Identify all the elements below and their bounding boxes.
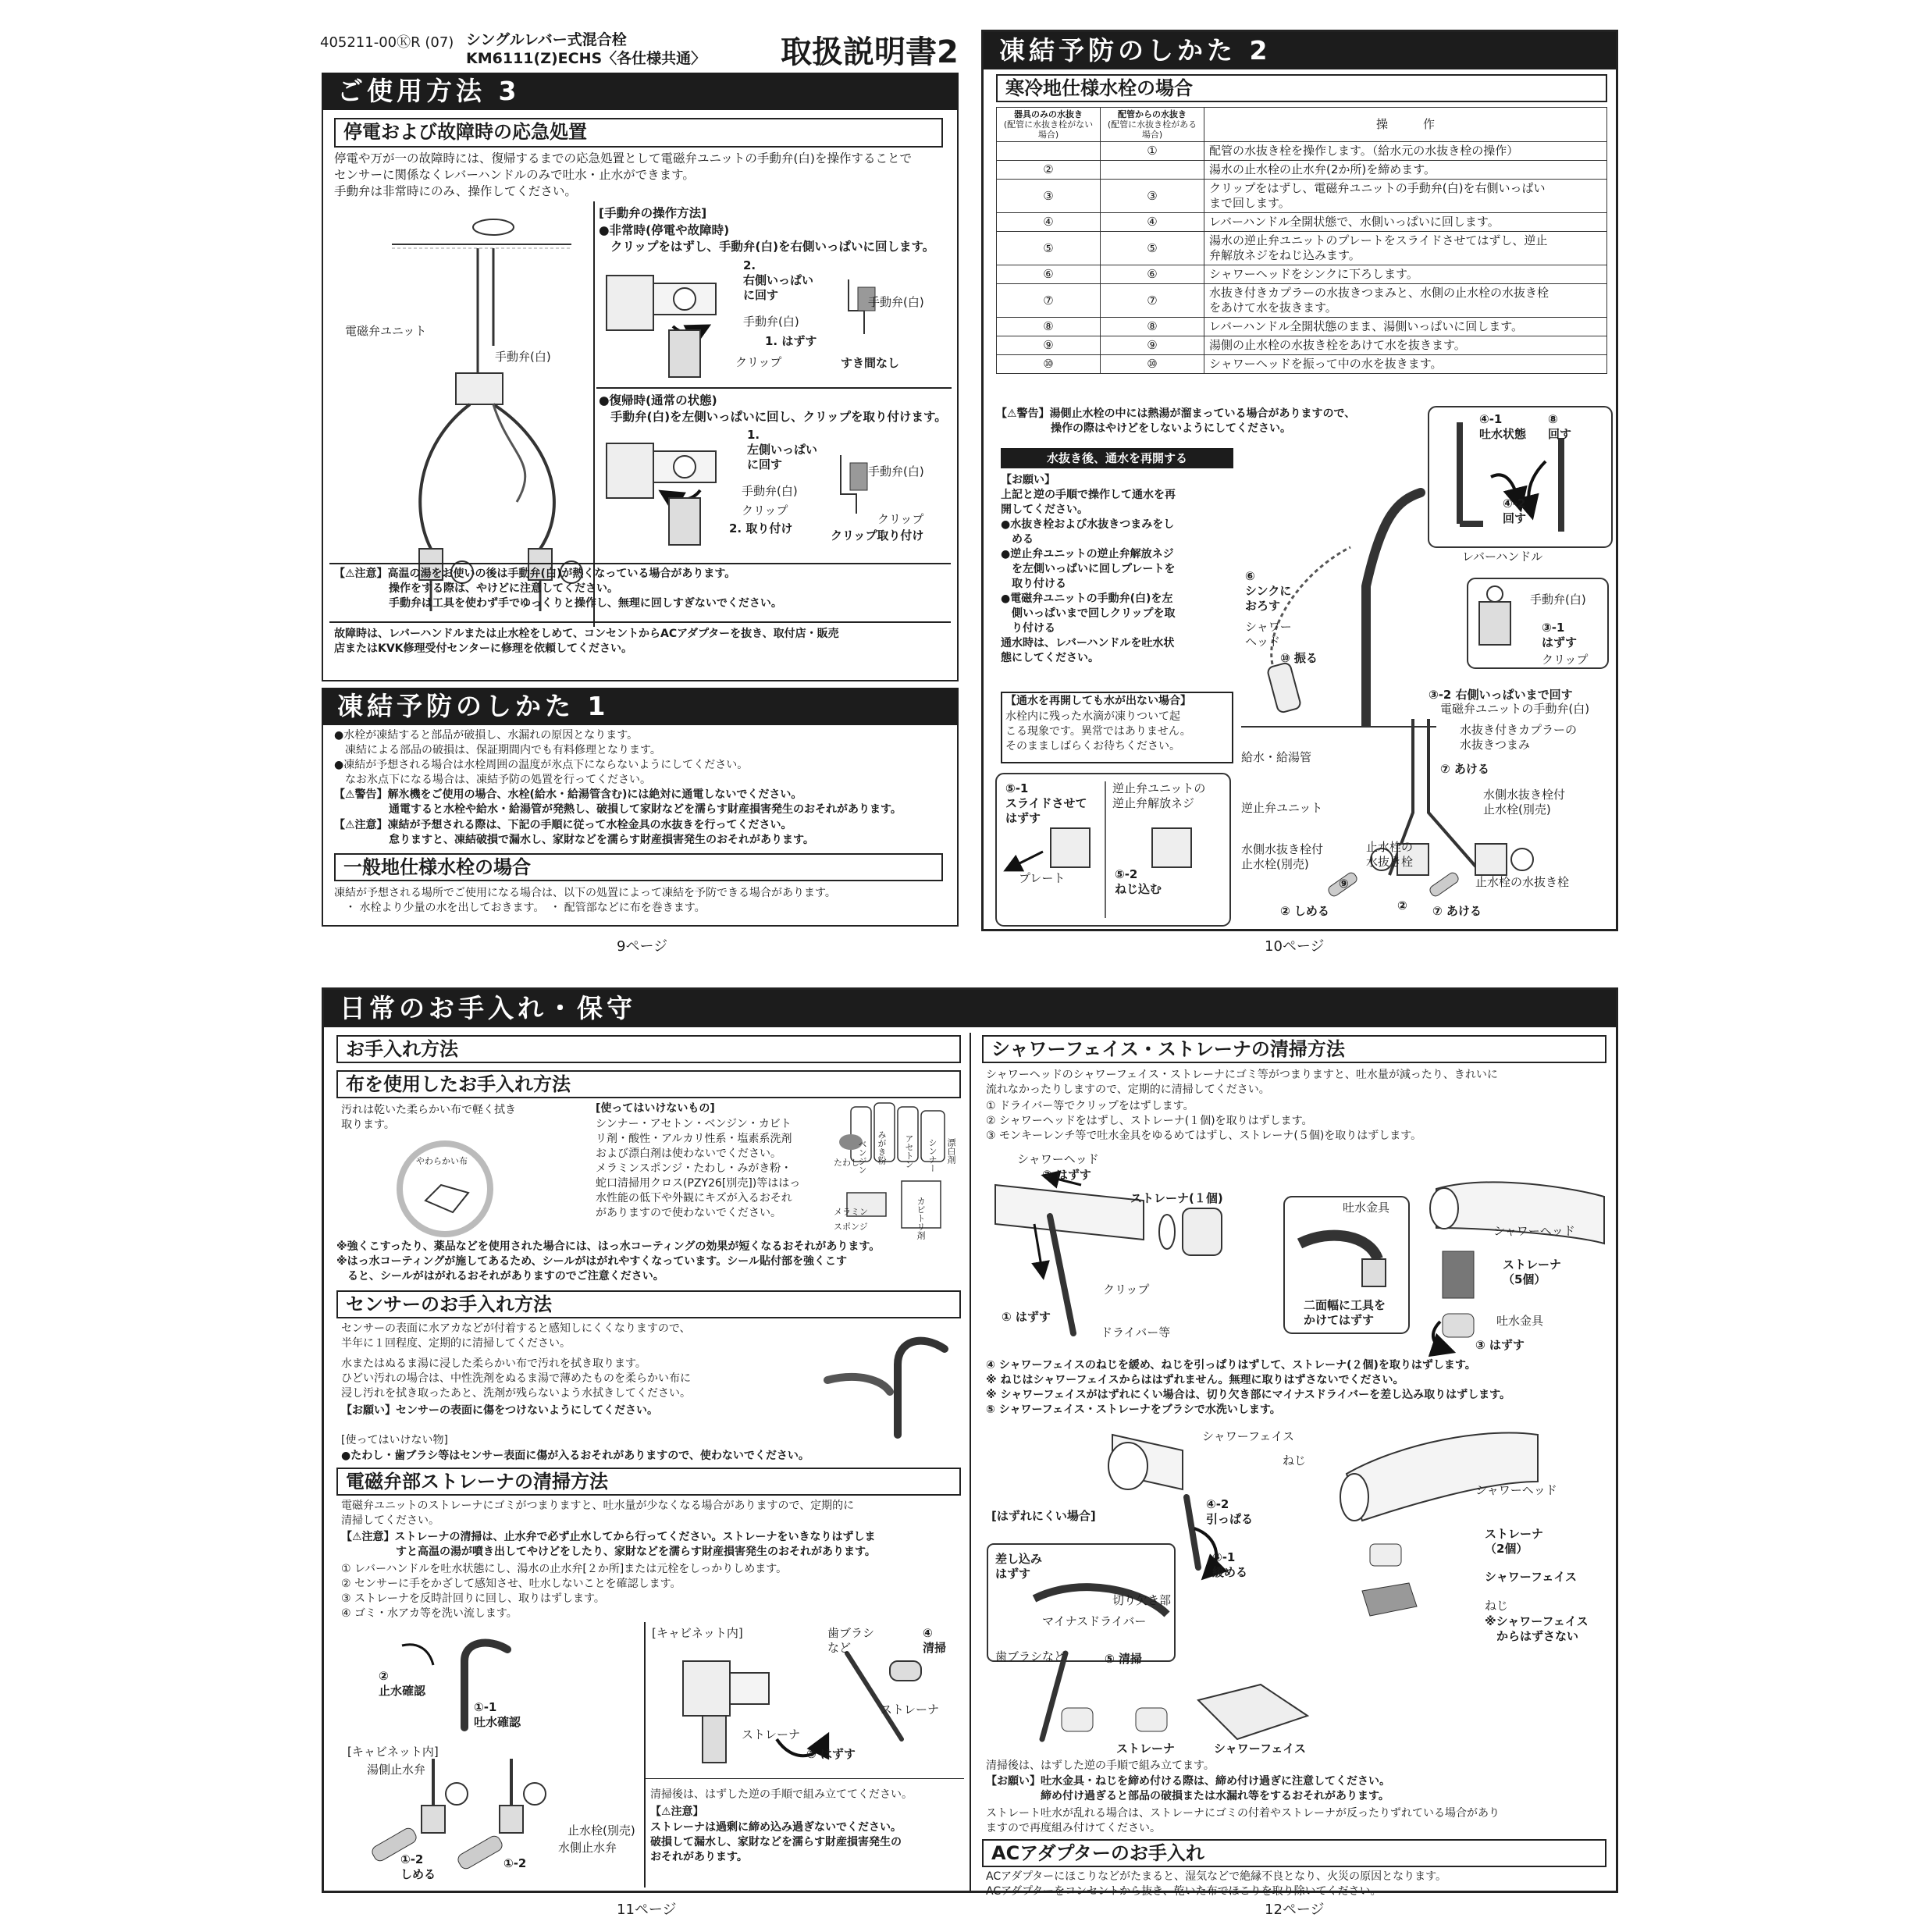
lbl-clip-p12: クリップ: [1103, 1283, 1150, 1297]
page-9: [322, 73, 959, 931]
chem-polish: みがき粉: [877, 1130, 887, 1165]
lbl-screw: ねじ: [1283, 1453, 1307, 1468]
ac-text: ACアダプターにほこりなどがたまると、湿気などで絶縁不良となり、火災の原因となります。 ACアダプターをコンセントから抜き、乾いた布でほこりを取り除いてください。: [986, 1870, 1447, 1898]
sensor-text-2: 水またはぬるま湯に浸した柔らかい布で汚れを拭き取ります。 ひどい汚れの場合は、中性洗剤をぬるま湯で薄めたものを柔らかい布に 浸し汚れを拭き取ったあと、洗剤が残らないよう水拭きしてください。: [341, 1357, 691, 1400]
lbl-8: ⑧ 回す: [1548, 412, 1572, 441]
strainer-steps: ① レバーハンドルを吐水状態にし、湯水の止水弁[２か所]または元栓をしっかりしめます。 ② センサーに手をかざして感知させ、吐水しないことを確認します。 ③ ストレーナを反時計回りに回し、取りはずします。 ④ ゴミ・水アカ等を洗い流します。: [341, 1563, 788, 1620]
sec-cloth-title: 布を使用したお手入れ方法: [336, 1070, 961, 1098]
freeze-banner-2: 凍結予防のしかた 2: [984, 32, 1616, 69]
product-name: シングルレバー式混合栓: [466, 31, 627, 48]
lbl-showerhead-a: シャワーヘッド: [1017, 1152, 1099, 1166]
lbl-face-b: シャワーフェイス: [1485, 1570, 1578, 1584]
lbl-cabinet-2: [キャビネット内]: [652, 1626, 743, 1640]
rc-clip-attach: クリップ取り付け: [831, 528, 924, 543]
lbl-face-c: シャワーフェイス: [1214, 1742, 1307, 1756]
lbl-check-screw: 逆止弁ユニットの 逆止弁解放ネジ: [1112, 781, 1206, 810]
general-text: 凍結が予想される場所でご使用になる場合は、以下の処置によって凍結を予防できる場合があります。 ・ 水栓より少量の水を出しておきます。 ・ 配管部などに布を巻きます。: [334, 887, 836, 914]
lbl-1-remove: ① はずす: [1002, 1310, 1051, 1324]
lbl-9: ⑨: [1339, 877, 1349, 891]
failure-text: 故障時は、レバーハンドルまたは止水栓をしめて、コンセントからACアダプターを抜き、取付店・販売 店またはKVK修理受付センターに修理を依頼してください。: [334, 628, 839, 655]
emergency-text: クリップをはずし、手動弁(白)を右側いっぱいに回します。: [610, 240, 935, 254]
lbl-4-clean: ④ 清掃: [923, 1626, 947, 1655]
emergency-valve-diagram: [599, 260, 755, 377]
lbl-stopcock: 止水栓(別売): [568, 1823, 635, 1838]
freeze-warning: 【⚠警告】解氷機をご使用の場合、水栓(給水・給湯管含む)には絶対に通電しないでください。 通電すると水栓や給水・給湯管が発熱し、破損して家財などを濡らす財産損害発生のおそれがあります。: [334, 788, 902, 816]
em-step2: 2. 右側いっぱい に回す: [743, 258, 814, 302]
resume-text: 【お願い】 上記と逆の手順で操作して通水を再 開してください。 ●水抜き栓および水抜きつまみをし める ●逆止弁ユニットの逆止弁解放ネジ を左側いっぱいに回しプレートを 取り付ける ●電磁弁ユニットの手動弁(白)を左 側いっぱいまで回しクリップを取 り付ける 通水時は、レバーハンドルを吐水状 態にしてください。: [1001, 474, 1176, 664]
drain-ops-table: [996, 107, 1607, 374]
table-row: ② 湯水の止水栓の止水弁(2か所)を締めます。: [997, 161, 1607, 180]
lbl-screw-b: ねじ: [1485, 1599, 1509, 1613]
lbl-showerhead-c: シャワーヘッド: [1475, 1483, 1557, 1497]
dont2-title: [使ってはいけない物]: [341, 1434, 448, 1446]
nowater-text: 水栓内に残った水滴が凍りついて起 こる現象です。異常ではありません。 そのまましばらくお待ちください。: [1005, 710, 1191, 753]
resume-bar: 水抜き後、通水を再開する: [1001, 448, 1233, 468]
strainer-caution: 【⚠注意】ストレーナの清掃は、止水弁で必ず止水してから行ってください。ストレーナをいきなりはずしま すと高温の湯が噴き出してやけどをしたり、家財などを濡らす財産損害発生のおそれがあります。: [341, 1531, 876, 1558]
doc-title: 取扱説明書2: [781, 34, 959, 70]
table-row: ⑧ ⑧ レバーハンドル全開状態のまま、湯側いっぱいに回します。: [997, 318, 1607, 336]
lbl-driver: ドライバー等: [1101, 1325, 1171, 1340]
cloth-text: 汚れは乾いた柔らかい布で軽く拭き 取ります。: [341, 1104, 516, 1131]
dont2-text: ●たわし・歯ブラシ等はセンサー表面に傷が入るおそれがありますので、使わないでください。: [341, 1450, 809, 1462]
product-model: KM6111(Z)ECHS〈各仕様共通〉: [466, 50, 706, 67]
sensor-request: 【お願い】センサーの表面に傷をつけないようにしてください。: [341, 1404, 658, 1417]
coating-notes: ※強くこすったり、薬品などを使用された場合には、はっ水コーティングの効果が短くなるおそれがあります。 ※はっ水コーティングが施してあるため、シールがはがれやすくなっています。シール貼付部を強くこす ると、シールがはがれるおそれがありますのでご注意ください。: [336, 1240, 881, 1283]
face-straight: ストレート吐水が乱れる場合は、ストレーナにゴミの付着やストレーナが反ったりずれている場合があり ますので再度組み付けてください。: [986, 1807, 1500, 1834]
lbl-stop-confirm: ② 止水確認: [379, 1669, 426, 1698]
lbl-3-2: ③-2 右側いっぱいまで回す: [1429, 688, 1573, 702]
strainer-text: 電磁弁ユニットのストレーナにゴミがつまりますと、吐水量が少なくなる場合がありますので、定期的に 清掃してください。: [341, 1500, 855, 1527]
table-header-row: [997, 108, 1607, 142]
lbl-strainer-a: ストレーナ: [881, 1703, 940, 1717]
hline-emergency: [596, 387, 952, 389]
lbl-4-1-loosen: ④-1 緩める: [1212, 1550, 1248, 1579]
after-text: 清掃後は、はずした逆の手順で組み立ててください。: [650, 1788, 913, 1801]
lbl-hard-case: [はずれにくい場合]: [991, 1509, 1096, 1523]
pages-11-12: [322, 987, 1618, 1898]
lbl-hot-stop: 湯側止水弁: [367, 1763, 426, 1777]
lbl-cabinet-1: [キャビネット内]: [347, 1745, 439, 1759]
lbl-showerhead-b: シャワーヘッド: [1493, 1224, 1575, 1238]
table-row: ③ ③ クリップをはずし、電磁弁ユニットの手動弁(白)を右側いっぱい まで回します。: [997, 180, 1607, 213]
sec-sensor-title: センサーのお手入れ方法: [336, 1290, 961, 1318]
chem-thinner: シンナー: [927, 1138, 938, 1172]
em-gap-diagram: [841, 279, 888, 342]
lbl-2-close: ② しめる: [1280, 904, 1329, 918]
face-steps-2: ④ シャワーフェイスのねじを緩め、ねじを引っぱりはずして、ストレーナ(２個)を取りはずします。 ※ ねじはシャワーフェイスからははずれません。無理に取りはずさないでください。 ※ シャワーフェイスがはずれにくい場合は、切り欠き部にマイナスドライバーを差し込み取りはずします。 ⑤ シャワーフェイス・ストレーナをブラシで水洗いします。: [986, 1359, 1511, 1416]
sec-emergency-title: 停電および故障時の応急処置: [334, 118, 943, 148]
face-parts-diagram: [1331, 1411, 1550, 1622]
table-row: ⑤ ⑤ 湯水の逆止弁ユニットのプレートをスライドさせてはずし、逆止 弁解放ネジをねじ込みます。: [997, 232, 1607, 265]
lbl-water-stop: 水側止水弁: [558, 1841, 617, 1855]
em-valve2-label: 手動弁(白): [868, 295, 924, 309]
lbl-strainer-5: ストレーナ （5個）: [1503, 1258, 1562, 1286]
lbl-spout: 吐水金具: [1343, 1201, 1390, 1215]
lbl-5-2: ⑤-2 ねじ込む: [1115, 867, 1162, 896]
em-valve-label: 手動弁(白): [743, 315, 799, 329]
lbl-stop-drain: 止水栓の 水抜き栓: [1366, 840, 1414, 869]
lbl-1-2: ①-2: [503, 1856, 527, 1870]
page-split: [970, 1033, 971, 1891]
freeze-intro: ●水栓が凍結すると部品が破損し、水漏れの原因となります。 凍結による部品の破損は、保証期間内でも有料修理となります。 ●凍結が予想される場合は水栓周囲の温度が氷点下にならないようにしてください。 なお氷点下になる場合は、凍結予防の処置を行ってください。: [334, 729, 749, 786]
rc-clip2-label: クリップ: [877, 512, 924, 526]
lbl-strainer-3: ストレーナ: [1116, 1742, 1176, 1756]
soft-cloth-label: やわらかい布: [416, 1156, 468, 1166]
lbl-7a: ⑦ あける: [1440, 762, 1489, 776]
rc-valve2-label: 手動弁(白): [868, 464, 924, 479]
lbl-plate: プレート: [1019, 871, 1066, 885]
after-caution: ストレーナは過剰に締め込み過ぎないでください。 破損して漏水し、家財などを濡らす財産損害発生の おそれがあります。: [650, 1821, 902, 1863]
freeze-caution: 【⚠注意】凍結が予想される際は、下記の手順に従って水栓金具の水抜きを行ってください。 怠りますと、凍結破損で漏水し、家財などを濡らす財産損害発生のおそれがあります。: [334, 819, 814, 846]
recovery-text: 手動弁(白)を左側いっぱいに回し、クリップを取り付けます。: [610, 410, 947, 424]
label-solenoid-unit: 電磁弁ユニット: [345, 324, 427, 338]
lbl-two-flat: 二面幅に工具を かけてはずす: [1304, 1298, 1386, 1327]
lbl-4-2-pull: ④-2 引っぱる: [1206, 1497, 1254, 1526]
lbl-3-remove-p12: ③ はずす: [1475, 1338, 1525, 1352]
lbl-5-clean: ⑤ 清掃: [1105, 1652, 1142, 1666]
lbl-strainer-1: ストレーナ(１個): [1130, 1191, 1223, 1205]
lbl-shower-head: シャワー ヘッド: [1245, 620, 1292, 649]
em-step1: 1. はずす: [765, 334, 817, 348]
page-number-10: 10ページ: [1265, 938, 1325, 955]
lbl-stop-drain-2: 止水栓の水抜き栓: [1475, 875, 1570, 889]
lbl-6: ⑥ シンクに おろす: [1245, 569, 1292, 613]
caution-hot-valve: 【⚠注意】高温の湯をお使いの後は手動弁(白)が熱くなっている場合があります。 操作をする際は、やけどに注意してください。 手動弁は工具を使わず手でゆっくりと操作し、無理に回しすぎないでください。: [334, 568, 782, 610]
lbl-4-2: ④-2 回す: [1503, 496, 1527, 525]
lbl-4-1: ④-1 吐水状態: [1479, 412, 1527, 441]
lbl-minus-driver: マイナスドライバー: [1042, 1614, 1147, 1628]
after-caution-title: 【⚠注意】: [650, 1806, 704, 1818]
lbl-clip: クリップ: [1542, 653, 1589, 667]
page-10: [981, 30, 1618, 931]
face-request: 【お願い】吐水金具・ねじを締め付ける際は、締め付け過ぎに注意してください。 締め付け過ぎると部品の破損または水漏れ等をするおそれがあります。: [986, 1775, 1390, 1802]
recovery-title: ●復帰時(通常の状態): [599, 393, 717, 407]
lbl-strainer-b: ストレーナ: [742, 1727, 801, 1742]
label-manual-valve: 手動弁(白): [495, 350, 551, 364]
dont-text: シンナー・アセトン・ベンジン・カビト リ剤・酸性・アルカリ性系・塩素系洗剤 および漂白剤は使わないでください。 メラミンスポンジ・たわし・みがき粉・ 蛇口清掃用クロス(PZY26[別売])等ははっ 水性能の低下や外観にキズが入るおそれ がありますので使わないでください。: [596, 1118, 801, 1219]
lbl-face: シャワーフェイス: [1202, 1429, 1295, 1443]
lbl-lever: レバーハンドル: [1462, 550, 1543, 564]
lbl-cw-left: 水側水抜き栓付 止水栓(別売): [1241, 842, 1324, 871]
page9-banner: ご使用方法 3: [322, 73, 959, 110]
table-row: ⑩ ⑩ シャワーヘッドを振って中の水を抜きます。: [997, 355, 1607, 374]
page-number-9: 9ページ: [617, 938, 668, 955]
page-number-12: 12ページ: [1265, 1902, 1325, 1918]
lbl-3-1: ③-1 はずす: [1542, 621, 1578, 649]
rc-step1: 1. 左側いっぱい に回す: [747, 428, 818, 471]
lbl-insert: 差し込み はずす: [995, 1552, 1043, 1581]
lbl-strainer-2: ストレーナ （2個）: [1485, 1527, 1544, 1556]
sec-face-title: シャワーフェイス・ストレーナの清掃方法: [982, 1035, 1606, 1063]
rc-valve-label: 手動弁(白): [742, 484, 798, 498]
sec-cold-title: 寒冷地仕様水栓の場合: [996, 74, 1607, 102]
care-banner: 日常のお手入れ・保守: [324, 990, 1616, 1027]
lbl-face-note: ※シャワーフェイス からはずさない: [1485, 1614, 1589, 1643]
rc-clip-label: クリップ: [742, 503, 788, 518]
col-head-op: 操 作: [1204, 108, 1607, 142]
chem-bleach: 漂白剤: [946, 1138, 956, 1164]
manual-op-title: [手動弁の操作方法]: [599, 206, 707, 220]
em-gap-label: すき間なし: [841, 356, 900, 370]
page-number-11: 11ページ: [617, 1902, 677, 1918]
sec-strainer-title: 電磁弁部ストレーナの清掃方法: [336, 1468, 961, 1496]
table-row: ⑥ ⑥ シャワーヘッドをシンクに下ろします。: [997, 265, 1607, 284]
lbl-manual-valve: 手動弁(白): [1530, 592, 1586, 607]
chem-mold: カビトリ剤: [916, 1197, 926, 1240]
lbl-notch: 切り欠き部: [1112, 1593, 1172, 1607]
table-row: ⑨ ⑨ 湯側の止水栓の水抜き栓をあけて水を抜きます。: [997, 336, 1607, 355]
lbl-check-unit: 逆止弁ユニット: [1241, 801, 1323, 815]
sec-care-title: お手入れ方法: [336, 1035, 961, 1063]
rc-step2: 2. 取り付け: [729, 521, 793, 535]
chem-scrubber: たわし: [834, 1158, 859, 1168]
table-row: ④ ④ レバーハンドル全開状態で、水側いっぱいに回します。: [997, 213, 1607, 232]
doc-code: 405211-00ⓀR (07): [320, 34, 454, 51]
lbl-spout-b: 吐水金具: [1496, 1314, 1544, 1328]
em-clip-label: クリップ: [735, 355, 782, 369]
lbl-spout-confirm: ①-1 吐水確認: [474, 1700, 521, 1729]
chem-acetone: アセトン: [904, 1134, 914, 1169]
hline-caution: [329, 563, 951, 564]
dont-title: [使ってはいけないもの]: [596, 1102, 715, 1115]
hline-failure: [329, 621, 951, 623]
freeze-banner-1: 凍結予防のしかた 1: [322, 688, 959, 725]
sec-ac-title: ACアダプターのお手入れ: [982, 1839, 1606, 1867]
col-head-pipe: 配管からの水抜き (配管に水抜き栓がある場合): [1101, 108, 1204, 142]
lbl-brush: 歯ブラシ など: [827, 1626, 875, 1655]
table-row: ⑦ ⑦ 水抜き付きカプラーの水抜きつまみと、水側の止水栓の水抜き栓 をあけて水を抜きます。: [997, 284, 1607, 318]
lbl-supply: 給水・給湯管: [1241, 750, 1312, 764]
chem-benzine: ベンジン: [857, 1140, 867, 1174]
face-intro: シャワーヘッドのシャワーフェイス・ストレーナにゴミ等がつまりますと、吐水量が減ったり、きれいに 流れなかったりしますので、定期的に清掃してください。: [986, 1069, 1498, 1096]
hot-water-warning: 【⚠警告】湯側止水栓の中には熱湯が溜まっている場合がありますので、 操作の際はやけどをしないようにしてください。: [996, 407, 1356, 435]
col-head-fixture: 器具のみの水抜き (配管に水抜き栓がない場合): [997, 108, 1101, 142]
lbl-cw-right: 水側水抜き栓付 止水栓(別売): [1483, 788, 1566, 817]
nowater-title: 【通水を再開しても水が出ない場合】: [1005, 695, 1191, 707]
lbl-brush-p12: 歯ブラシなど: [995, 1649, 1066, 1663]
sensor-text: センサーの表面に水アカなどが付着すると感知しにくくなりますので、 半年に１回程度、定期的に清掃してください。: [341, 1322, 691, 1350]
lbl-10: ⑩ 振る: [1280, 651, 1318, 665]
lbl-2-remove: ② はずす: [1042, 1168, 1091, 1182]
lbl-7b: ⑦ あける: [1432, 904, 1482, 918]
table-row: ① 配管の水抜き栓を操作します。（給水元の水抜き栓の操作）: [997, 142, 1607, 161]
sec-emergency-intro: 停電や万が一の故障時には、復帰するまでの応急処置として電磁弁ユニットの手動弁(白)を操作することで センサーに関係なくレバーハンドルのみで吐水・止水ができます。 手動弁は非常時にのみ、操作してください。: [334, 151, 912, 198]
face-steps-1: ① ドライバー等でクリップをはずします。 ② シャワーヘッドをはずし、ストレーナ(１個)を取りはずします。 ③ モンキーレンチ等で吐水金具をゆるめてはずし、ストレーナ(５個)を取りはずします。: [986, 1100, 1422, 1142]
sec-general-title: 一般地仕様水栓の場合: [334, 853, 943, 881]
face-after: 清掃後は、はずした逆の手順で組み立てます。: [986, 1759, 1215, 1772]
lbl-2: ②: [1397, 898, 1407, 913]
sensor-faucet-icon: [812, 1325, 960, 1443]
lbl-3-remove: ③ はずす: [806, 1747, 856, 1761]
lbl-unit-valve: 電磁弁ユニットの手動弁(白): [1440, 702, 1590, 716]
chem-melamine: メラミンスポンジ: [834, 1207, 868, 1232]
lbl-1-2-close: ①-2 しめる: [400, 1852, 436, 1881]
emergency-title: ●非常時(停電や故障時): [599, 223, 730, 237]
showerhead-remove-diagram: [987, 1154, 1222, 1333]
lbl-5-1: ⑤-1 スライドさせて はずす: [1005, 781, 1087, 825]
lbl-coupler: 水抜き付きカプラーの 水抜きつまみ: [1460, 723, 1578, 752]
